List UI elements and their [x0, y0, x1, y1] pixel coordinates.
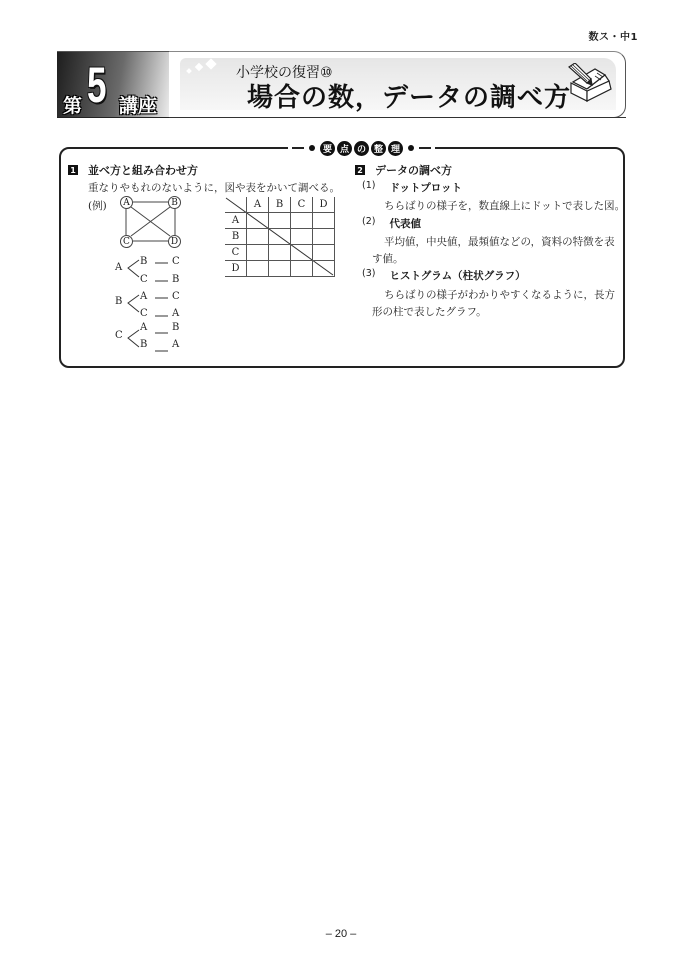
item-text: 平均値，中央値，最頻値などの，資料の特徴を表	[384, 236, 615, 248]
row-header: D	[225, 261, 247, 277]
table-row	[225, 261, 335, 277]
combination-table	[225, 197, 335, 277]
item-histogram-heading	[362, 268, 526, 283]
section-1-heading	[68, 162, 198, 178]
node-c: C	[120, 235, 133, 248]
row-header: A	[225, 213, 247, 229]
section-1-description: 重なりやもれのないように，図や表をかいて調べる。	[88, 182, 340, 194]
item-representative-value-heading	[362, 216, 421, 231]
tree-branch-lines	[124, 258, 144, 350]
bullet-dot-icon	[408, 145, 414, 151]
label-char: 要	[320, 141, 335, 156]
tree-node: A	[172, 339, 180, 350]
lesson-number: 5	[87, 57, 107, 113]
tree-node: B	[172, 322, 180, 333]
page-number: – 20 –	[325, 928, 357, 940]
tree-root: C	[115, 330, 123, 341]
lesson-banner	[57, 51, 626, 118]
tree-node: B	[140, 339, 148, 350]
table-header-row	[225, 197, 335, 213]
section-number: 1	[68, 165, 78, 175]
column-header: B	[269, 197, 291, 213]
item-title: ヒストグラム（柱状グラフ）	[389, 270, 526, 282]
tree-node: B	[172, 274, 180, 285]
column-header: C	[291, 197, 313, 213]
label-char: 理	[388, 141, 403, 156]
item-text: 形の柱で表したグラフ。	[372, 306, 487, 318]
item-number: (1)	[362, 180, 376, 191]
summary-box-label	[288, 139, 435, 157]
table-row	[225, 229, 335, 245]
tree-node: C	[140, 274, 148, 285]
course-tag: 数ス・中1	[588, 32, 638, 43]
page-title: 場合の数，データの調べ方	[247, 83, 572, 113]
section-2-heading	[355, 162, 452, 178]
tree-dash-lines	[152, 258, 172, 353]
tree-node: C	[140, 308, 148, 319]
item-text: す値。	[372, 253, 404, 265]
lesson-suffix: 講座	[119, 95, 158, 117]
tree-root: B	[115, 296, 123, 307]
table-row	[225, 245, 335, 261]
section-title: 並べ方と組み合わせ方	[88, 164, 198, 177]
item-title: 代表値	[389, 218, 421, 230]
item-number: (2)	[362, 216, 376, 227]
label-char: 整	[371, 141, 386, 156]
item-text: ちらばりの様子がわかりやすくなるように，長方	[384, 289, 615, 301]
label-char: の	[354, 141, 369, 156]
tree-node: B	[140, 256, 148, 267]
lesson-number-block	[57, 51, 169, 118]
tree-root: A	[115, 262, 123, 273]
section-title: データの調べ方	[375, 164, 452, 177]
example-label: (例)	[88, 200, 107, 212]
table-row	[225, 213, 335, 229]
book-pencil-icon	[565, 63, 615, 103]
item-title: ドットプロット	[389, 182, 463, 194]
node-b: B	[168, 196, 181, 209]
section-number: 2	[355, 165, 365, 175]
item-dot-plot-heading	[362, 180, 462, 195]
column-header: D	[313, 197, 335, 213]
node-d: D	[168, 235, 181, 248]
table-corner	[225, 197, 247, 213]
column-header: A	[247, 197, 269, 213]
tree-node: C	[172, 256, 180, 267]
node-a: A	[120, 196, 133, 209]
item-text: ちらばりの様子を，数直線上にドットで表した図。	[384, 200, 626, 212]
lesson-subtitle: 小学校の復習⑩	[236, 65, 333, 81]
tree-node: C	[172, 291, 180, 302]
item-number: (3)	[362, 268, 376, 279]
tree-node: A	[140, 322, 148, 333]
lesson-prefix: 第	[63, 95, 83, 117]
tree-node: A	[172, 308, 180, 319]
tree-node: A	[140, 291, 148, 302]
label-char: 点	[337, 141, 352, 156]
row-header: B	[225, 229, 247, 245]
bullet-dot-icon	[309, 145, 315, 151]
banner-underline	[169, 117, 626, 119]
row-header: C	[225, 245, 247, 261]
